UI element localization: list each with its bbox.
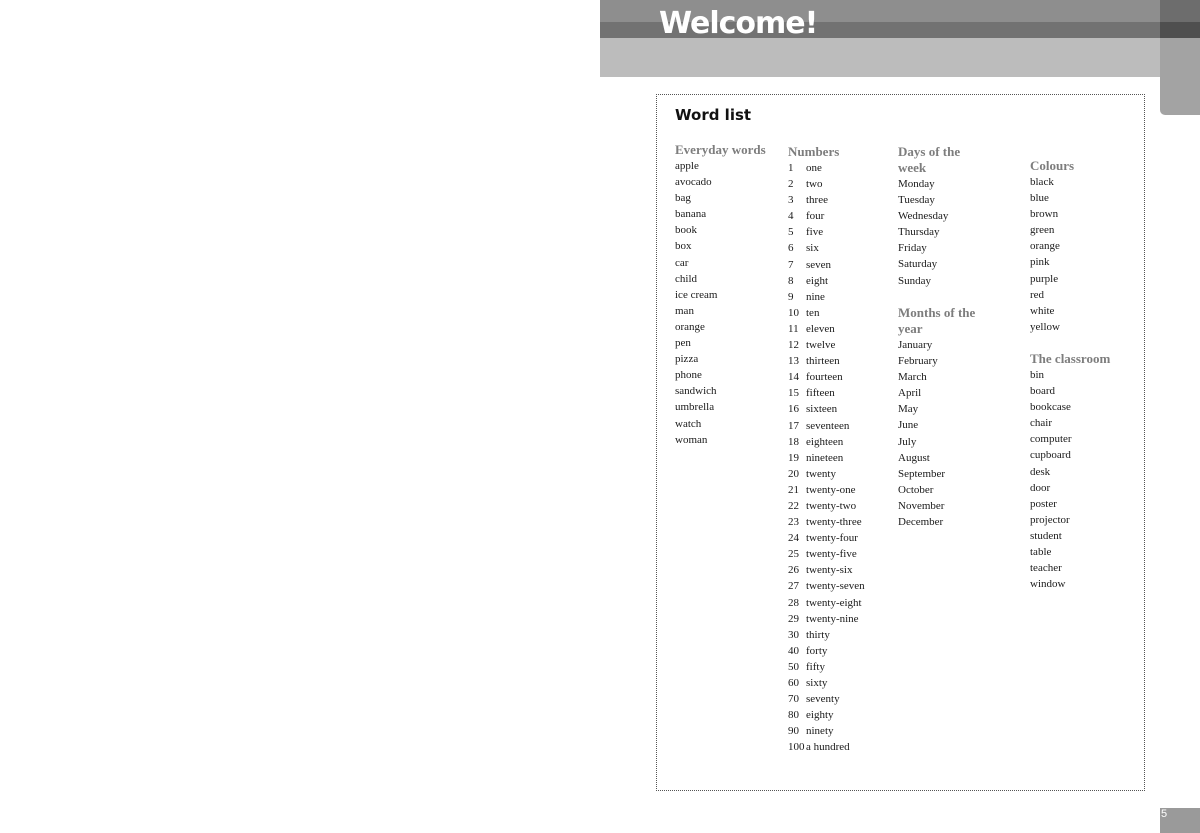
section-heading: The classroom (1030, 351, 1111, 366)
list-item: blue (1030, 192, 1049, 205)
list-item: avocado (675, 176, 712, 189)
number-item (788, 466, 888, 482)
number-item (788, 160, 888, 176)
number-item (788, 739, 888, 755)
list-item: bookcase (1030, 401, 1071, 414)
list-item: cupboard (1030, 449, 1071, 462)
number-digit: 50 (788, 660, 799, 673)
number-digit: 90 (788, 725, 799, 738)
number-item (788, 337, 888, 353)
number-word: thirteen (806, 355, 840, 368)
number-word: sixty (806, 677, 828, 689)
list-item: pizza (675, 353, 699, 366)
number-list (788, 160, 888, 755)
list-item: June (898, 419, 919, 432)
list-item: box (675, 240, 692, 253)
number-word: fourteen (806, 371, 843, 384)
number-item (788, 450, 888, 466)
list-item: white (1030, 304, 1055, 317)
word-list-title: Word list (675, 106, 752, 124)
number-digit: 27 (788, 580, 799, 593)
section-heading: Colours (1030, 158, 1075, 173)
number-word: seventy (806, 693, 840, 706)
list-item: board (1030, 385, 1056, 398)
number-item (788, 691, 888, 707)
list-item: banana (675, 208, 707, 221)
word-list (898, 176, 1008, 289)
number-digit: 1 (788, 162, 794, 174)
number-item (788, 434, 888, 450)
number-word: twelve (806, 339, 836, 352)
list-item: October (898, 483, 934, 496)
number-item (788, 595, 888, 611)
number-digit: 21 (788, 483, 799, 496)
number-word: twenty-seven (806, 580, 865, 593)
number-word: fifteen (806, 387, 835, 400)
number-digit: 15 (788, 387, 799, 400)
list-item: chair (1030, 417, 1052, 430)
number-word: eight (806, 274, 828, 287)
number-digit: 26 (788, 564, 799, 577)
number-digit: 16 (788, 403, 799, 416)
number-item (788, 305, 888, 321)
list-item: window (1030, 578, 1066, 591)
list-item: computer (1030, 433, 1072, 446)
number-item (788, 659, 888, 675)
number-digit: 100 (788, 741, 805, 754)
list-item: man (675, 304, 694, 317)
number-word: twenty-nine (806, 612, 859, 625)
number-digit: 28 (788, 596, 799, 609)
list-item: book (675, 224, 697, 237)
number-digit: 4 (788, 210, 794, 223)
number-item (788, 353, 888, 369)
section-heading: Numbers (788, 144, 840, 159)
number-word: eleven (806, 322, 835, 335)
number-item (788, 627, 888, 643)
number-word: nine (806, 290, 825, 303)
days-section (898, 144, 1008, 289)
list-item: March (898, 371, 927, 384)
list-item: Friday (898, 242, 927, 255)
section-heading: Months of the year (898, 305, 976, 336)
list-item: desk (1030, 465, 1051, 478)
number-item (788, 369, 888, 385)
number-word: five (806, 226, 824, 239)
number-digit: 6 (788, 242, 794, 255)
list-item: April (898, 387, 922, 400)
list-item: January (898, 339, 933, 351)
list-item: car (675, 256, 689, 269)
number-word: nineteen (806, 451, 844, 464)
number-item (788, 273, 888, 289)
list-item: poster (1030, 497, 1057, 510)
everyday-words-section (675, 142, 780, 448)
number-word: a hundred (806, 741, 850, 754)
list-item: yellow (1030, 320, 1060, 333)
number-digit: 7 (788, 258, 794, 271)
number-item (788, 723, 888, 739)
number-word: seventeen (806, 419, 850, 432)
list-item: December (898, 516, 944, 529)
number-item (788, 385, 888, 401)
list-item: August (898, 451, 930, 464)
number-digit: 2 (788, 178, 794, 191)
list-item: Sunday (898, 274, 931, 287)
list-item: teacher (1030, 562, 1062, 575)
number-word: thirty (806, 628, 830, 641)
number-item (788, 530, 888, 546)
number-digit: 30 (788, 628, 799, 641)
number-digit: 3 (788, 194, 794, 207)
number-word: twenty-four (806, 532, 858, 545)
number-word: four (806, 210, 825, 223)
number-digit: 18 (788, 435, 799, 448)
number-item (788, 643, 888, 659)
number-digit: 11 (788, 322, 799, 335)
number-item (788, 546, 888, 562)
number-item (788, 562, 888, 578)
list-item: projector (1030, 513, 1070, 526)
number-digit: 80 (788, 709, 799, 722)
list-item: child (675, 272, 697, 285)
number-word: six (806, 242, 819, 255)
list-item: door (1030, 481, 1051, 494)
number-word: seven (806, 258, 832, 271)
number-digit: 24 (788, 532, 799, 545)
list-item: Saturday (898, 258, 938, 271)
section-heading: Everyday words (675, 142, 766, 157)
list-item: September (898, 467, 946, 480)
number-digit: 10 (788, 306, 799, 319)
word-list (675, 158, 780, 448)
word-list (1030, 367, 1140, 592)
number-digit: 23 (788, 516, 799, 529)
list-item: orange (675, 320, 705, 333)
list-item: Wednesday (898, 210, 949, 223)
number-word: forty (806, 644, 828, 657)
number-word: twenty-one (806, 483, 856, 496)
number-word: twenty-five (806, 548, 857, 561)
numbers-section (788, 144, 888, 755)
number-item (788, 578, 888, 594)
number-item (788, 321, 888, 337)
number-word: eighty (806, 709, 834, 722)
list-item: orange (1030, 240, 1060, 253)
number-item (788, 176, 888, 192)
list-item: phone (675, 369, 702, 382)
section-tab-stripe-top (1160, 0, 1200, 22)
number-item (788, 192, 888, 208)
list-item: black (1030, 176, 1054, 188)
number-digit: 17 (788, 419, 799, 432)
number-word: eighteen (806, 435, 844, 448)
number-item (788, 514, 888, 530)
number-item (788, 224, 888, 240)
list-item: sandwich (675, 385, 717, 398)
number-digit: 25 (788, 548, 799, 561)
number-word: sixteen (806, 403, 838, 416)
colours-section (1030, 158, 1130, 335)
list-item: February (898, 355, 938, 368)
number-item (788, 418, 888, 434)
list-item: bag (675, 192, 691, 205)
section-heading: Days of the week (898, 144, 961, 175)
number-word: three (806, 194, 828, 207)
list-item: ice cream (675, 288, 718, 301)
number-word: two (806, 178, 823, 191)
number-word: fifty (806, 660, 825, 673)
number-word: ten (806, 306, 820, 319)
word-list (1030, 174, 1130, 335)
word-list (898, 337, 1008, 530)
number-word: one (806, 162, 822, 174)
number-word: twenty-two (806, 499, 857, 512)
section-tab-stripe-dark (1160, 22, 1200, 38)
number-digit: 8 (788, 274, 794, 287)
list-item: Thursday (898, 226, 940, 239)
number-digit: 70 (788, 693, 799, 706)
list-item: November (898, 499, 945, 512)
number-digit: 9 (788, 290, 794, 303)
number-item (788, 675, 888, 691)
list-item: May (898, 403, 919, 416)
number-digit: 22 (788, 499, 799, 512)
list-item: Tuesday (898, 194, 935, 207)
months-section (898, 305, 1008, 530)
list-item: July (898, 435, 917, 448)
list-item: Monday (898, 178, 935, 190)
number-word: twenty-six (806, 564, 853, 577)
number-item (788, 498, 888, 514)
list-item: woman (675, 433, 708, 446)
number-item (788, 482, 888, 498)
list-item: apple (675, 160, 699, 172)
number-digit: 40 (788, 644, 799, 657)
number-item (788, 257, 888, 273)
number-item (788, 289, 888, 305)
number-digit: 60 (788, 677, 799, 689)
list-item: brown (1030, 208, 1059, 221)
number-item (788, 401, 888, 417)
list-item: purple (1030, 272, 1059, 285)
number-word: twenty-three (806, 516, 862, 529)
number-item (788, 208, 888, 224)
number-digit: 20 (788, 467, 799, 480)
list-item: pen (675, 337, 691, 350)
number-item (788, 707, 888, 723)
number-word: twenty (806, 467, 836, 480)
number-word: twenty-eight (806, 596, 862, 609)
page-number: 5 (1161, 808, 1168, 820)
list-item: green (1030, 224, 1055, 237)
number-word: ninety (806, 725, 834, 738)
list-item: bin (1030, 369, 1045, 381)
list-item: watch (675, 417, 702, 430)
number-digit: 19 (788, 451, 799, 464)
list-item: student (1030, 529, 1062, 542)
list-item: table (1030, 546, 1052, 559)
page-title: Welcome! (659, 6, 818, 41)
classroom-section (1030, 351, 1140, 592)
number-digit: 13 (788, 355, 799, 368)
number-digit: 5 (788, 226, 794, 239)
number-item (788, 240, 888, 256)
list-item: red (1030, 288, 1045, 301)
list-item: umbrella (675, 401, 715, 414)
number-item (788, 611, 888, 627)
number-digit: 14 (788, 371, 799, 384)
number-digit: 29 (788, 612, 799, 625)
number-digit: 12 (788, 339, 799, 352)
list-item: pink (1030, 256, 1050, 269)
